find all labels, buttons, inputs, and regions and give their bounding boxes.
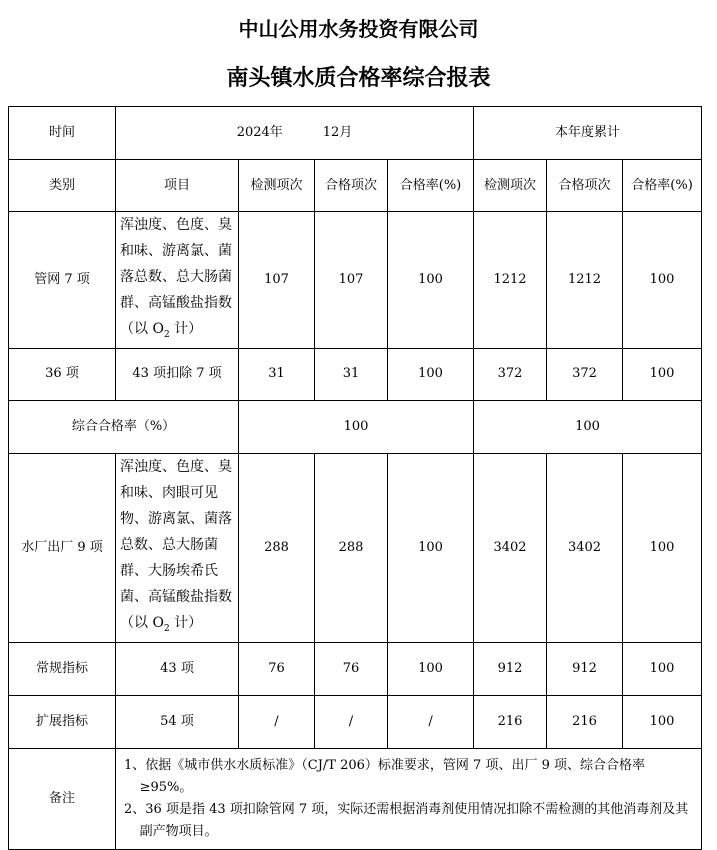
r36-year-passed: 372 [547,348,623,400]
extended-passed: / [315,695,388,748]
pipe-rate: 100 [388,212,474,349]
r36-tested: 31 [239,348,315,400]
pipe-items: 浑浊度、色度、臭 和味、游离氯、菌 落总数、总大肠菌 群、高锰酸盐指数 （以 $O_2$ 计） [116,212,239,349]
extended-year-tested: 216 [474,695,547,748]
regular-year-passed: 912 [547,642,623,695]
r36-year-rate: 100 [623,348,702,400]
header-row-columns [9,160,702,212]
plant-year-tested: 3402 [474,453,547,642]
overall-month-value: 100 [239,400,474,453]
extended-year-passed: 216 [547,695,623,748]
plant-tested: 288 [239,453,315,642]
category-header: 类别 [9,160,116,212]
report-period [116,107,474,160]
table-row-plant [9,453,702,642]
rate-header: 合格率(%) [388,160,474,212]
table-row-notes [9,748,702,849]
plant-items: 浑浊度、色度、臭 和味、肉眼可见 物、游离氯、菌落 总数、总大肠菌 群、大肠埃希氏 菌、高锰酸盐指数 （以 $O_2$ 计） [116,453,239,642]
overall-year-value: 100 [474,400,702,453]
report-title: 南头镇水质合格率综合报表 [226,66,491,91]
plant-passed: 288 [315,453,388,642]
regular-year-rate: 100 [623,642,702,695]
extended-year-rate: 100 [623,695,702,748]
r36-item: 43 项扣除 7 项 [116,348,239,400]
pipe-tested: 107 [239,212,315,349]
year-rate-header: 合格率(%) [623,160,702,212]
r36-year-tested: 372 [474,348,547,400]
plant-rate: 100 [388,453,474,642]
pipe-year-passed: 1212 [547,212,623,349]
regular-tested: 76 [239,642,315,695]
pipe-passed: 107 [315,212,388,349]
year-passed-header: 合格项次 [547,160,623,212]
extended-item: 54 项 [116,695,239,748]
table-row-overall [9,400,702,453]
table-row-regular [9,642,702,695]
plant-year-passed: 3402 [547,453,623,642]
header-row-time [9,107,702,160]
r36-passed: 31 [315,348,388,400]
year-tested-header: 检测项次 [474,160,547,212]
extended-category: 扩展指标 [9,695,116,748]
regular-rate: 100 [388,642,474,695]
extended-tested: / [239,695,315,748]
regular-category: 常规指标 [9,642,116,695]
pipe-category: 管网 7 项 [9,212,116,349]
item-header: 项目 [116,160,239,212]
cumulative-label: 本年度累计 [474,107,702,160]
time-label: 时间 [9,107,116,160]
passed-header: 合格项次 [315,160,388,212]
report-year: 2024年 [236,125,283,140]
table-row-extended [9,695,702,748]
plant-year-rate: 100 [623,453,702,642]
report-month: 12月 [322,125,353,140]
overall-label: 综合合格率（%） [9,400,239,453]
company-name: 中山公用水务投资有限公司 [238,17,479,41]
tested-header: 检测项次 [239,160,315,212]
notes-content [116,748,702,849]
pipe-year-rate: 100 [623,212,702,349]
regular-item: 43 项 [116,642,239,695]
table-row-36 [9,348,702,400]
quality-report-table [8,106,702,850]
extended-rate: / [388,695,474,748]
plant-category: 水厂出厂 9 项 [9,453,116,642]
table-row-pipe [9,212,702,349]
note-2: 2、36 项是指 43 项扣除管网 7 项，实际还需根据消毒剂使用情况扣除不需检测的其他消毒剂及其副产物项目。 [124,801,689,839]
r36-rate: 100 [388,348,474,400]
pipe-year-tested: 1212 [474,212,547,349]
note-1: 1、依据《城市供水水质标准》（CJ/T 206）标准要求，管网 7 项、出厂 9 项、综合合格率≥95%。 [124,757,645,795]
regular-passed: 76 [315,642,388,695]
notes-label: 备注 [9,748,116,849]
regular-year-tested: 912 [474,642,547,695]
r36-category: 36 项 [9,348,116,400]
